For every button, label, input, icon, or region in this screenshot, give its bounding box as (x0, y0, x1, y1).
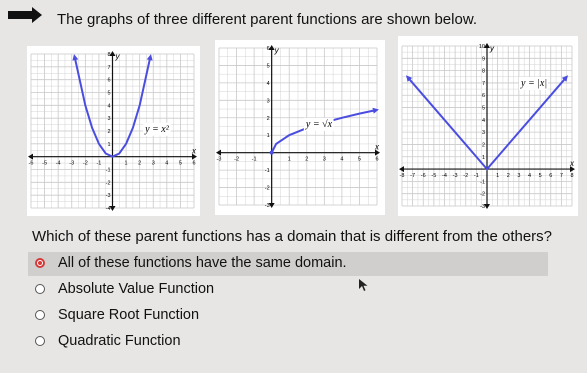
radio-button[interactable] (35, 310, 45, 320)
y-axis-label: y (490, 44, 494, 53)
y-tick-label: -2 (480, 191, 485, 198)
y-axis-label: y (274, 46, 279, 55)
x-tick-label: -2 (82, 160, 88, 167)
y-axis-label: y (115, 52, 120, 61)
square-root-graph (215, 40, 385, 215)
x-tick-label: -6 (420, 173, 426, 180)
y-tick-label: -2 (264, 185, 270, 192)
y-tick-label: 2 (107, 129, 111, 135)
y-tick-label: -3 (105, 193, 111, 200)
arrow-icon (8, 7, 42, 23)
function-label: y = |x| (521, 78, 548, 89)
x-tick-label: -6 (28, 160, 34, 167)
option-same-domain[interactable] (28, 252, 548, 276)
x-tick-label: -8 (399, 173, 405, 180)
radio-button[interactable] (35, 336, 45, 346)
x-tick-label: 4 (340, 156, 344, 163)
quadratic-graph-svg (27, 46, 200, 216)
x-tick-label: 5 (357, 156, 361, 163)
x-tick-label: 2 (138, 160, 142, 167)
x-tick-label: 1 (124, 160, 128, 167)
y-tick-label: 7 (107, 64, 111, 71)
x-tick-label: -2 (463, 173, 469, 180)
absolute-value-graph (398, 36, 578, 216)
x-tick-label: -3 (216, 156, 222, 163)
x-tick-label: -1 (473, 173, 479, 180)
y-tick-label: 8 (107, 52, 111, 58)
x-tick-label: 4 (527, 173, 532, 180)
y-tick-label: 4 (266, 80, 270, 87)
quadratic-graph (27, 46, 200, 216)
y-tick-label: 8 (481, 68, 485, 75)
option-label: Square Root Function (58, 307, 200, 323)
x-axis-arrow (399, 166, 404, 172)
x-tick-label: 3 (151, 160, 155, 167)
absolute-value-graph-svg (398, 36, 578, 216)
x-tick-label: -4 (442, 173, 447, 180)
function-label: y = x² (145, 123, 169, 135)
y-tick-label: 1 (266, 133, 270, 140)
x-axis-arrow (28, 154, 33, 160)
x-tick-label: 5 (538, 173, 542, 180)
x-tick-label: 5 (178, 160, 182, 167)
curve-arrow (147, 54, 153, 61)
y-tick-label: -1 (105, 167, 111, 174)
x-axis-label: x (570, 159, 574, 169)
x-tick-label: 7 (559, 173, 563, 180)
x-tick-label: 8 (570, 173, 574, 180)
y-tick-label: 9 (481, 56, 485, 63)
y-tick-label: 3 (481, 130, 485, 137)
x-tick-label: -1 (96, 160, 102, 167)
x-tick-label: -2 (234, 156, 240, 163)
y-tick-label: 4 (107, 103, 111, 110)
option-square-root[interactable] (28, 304, 548, 328)
y-tick-label: -2 (105, 180, 111, 187)
y-tick-label: -1 (264, 168, 270, 175)
x-tick-label: 1 (496, 173, 500, 180)
y-tick-label: -3 (480, 204, 485, 210)
x-tick-label: 4 (165, 160, 169, 167)
y-tick-label: 7 (481, 80, 485, 87)
option-label: Quadratic Function (58, 333, 181, 349)
y-tick-label: -3 (264, 203, 270, 209)
radio-button[interactable] (35, 258, 45, 268)
y-tick-label: 2 (266, 115, 270, 122)
curve-arrow (372, 108, 378, 114)
y-tick-label: 5 (266, 63, 270, 70)
x-tick-label: -3 (452, 173, 458, 180)
x-tick-label: -3 (69, 160, 75, 167)
x-tick-label: 6 (549, 173, 553, 180)
x-tick-label: 3 (517, 173, 521, 180)
option-absolute-value[interactable] (28, 278, 548, 302)
x-tick-label: -7 (410, 173, 416, 180)
x-tick-label: -4 (55, 160, 61, 167)
option-quadratic[interactable] (28, 330, 548, 354)
x-tick-label: -5 (42, 160, 48, 167)
x-tick-label: 6 (375, 156, 379, 163)
option-label: Absolute Value Function (58, 281, 215, 297)
curve-arrow (72, 54, 78, 61)
y-tick-label: 3 (266, 98, 270, 105)
x-axis-label: x (375, 142, 379, 152)
function-label: y = √x (305, 118, 333, 130)
y-tick-label: 5 (107, 90, 111, 97)
option-label: All of these functions have the same domain. (58, 255, 347, 271)
y-tick-label: 3 (107, 116, 111, 123)
y-tick-label: -1 (480, 179, 485, 186)
x-tick-label: -5 (431, 173, 437, 180)
y-tick-label: 6 (481, 93, 485, 100)
y-tick-label: 1 (481, 154, 485, 161)
prompt-text: The graphs of three different parent functions are shown below. (57, 11, 477, 28)
y-tick-label: 6 (266, 46, 270, 52)
x-tick-label: 2 (506, 173, 510, 180)
y-tick-label: 1 (107, 141, 111, 148)
y-tick-label: 5 (481, 105, 485, 112)
x-axis-label: x (192, 146, 196, 156)
y-tick-label: 10 (478, 44, 485, 50)
y-tick-label: 2 (481, 142, 485, 149)
grid-lines (216, 48, 377, 205)
x-tick-label: 3 (322, 156, 326, 163)
x-tick-label: -1 (251, 156, 257, 163)
y-tick-label: 6 (107, 77, 111, 84)
square-root-graph-svg (215, 40, 385, 215)
radio-button[interactable] (35, 284, 45, 294)
y-tick-label: -4 (105, 206, 111, 212)
curve-endpoint (270, 151, 274, 155)
x-tick-label: 2 (305, 156, 309, 163)
y-tick-label: 4 (481, 117, 485, 124)
x-axis-arrow (216, 150, 221, 156)
x-tick-label: 1 (287, 156, 291, 163)
x-tick-label: 6 (192, 160, 196, 167)
cursor-icon (359, 279, 368, 291)
question-text: Which of these parent functions has a domain that is different from the others? (32, 228, 553, 245)
